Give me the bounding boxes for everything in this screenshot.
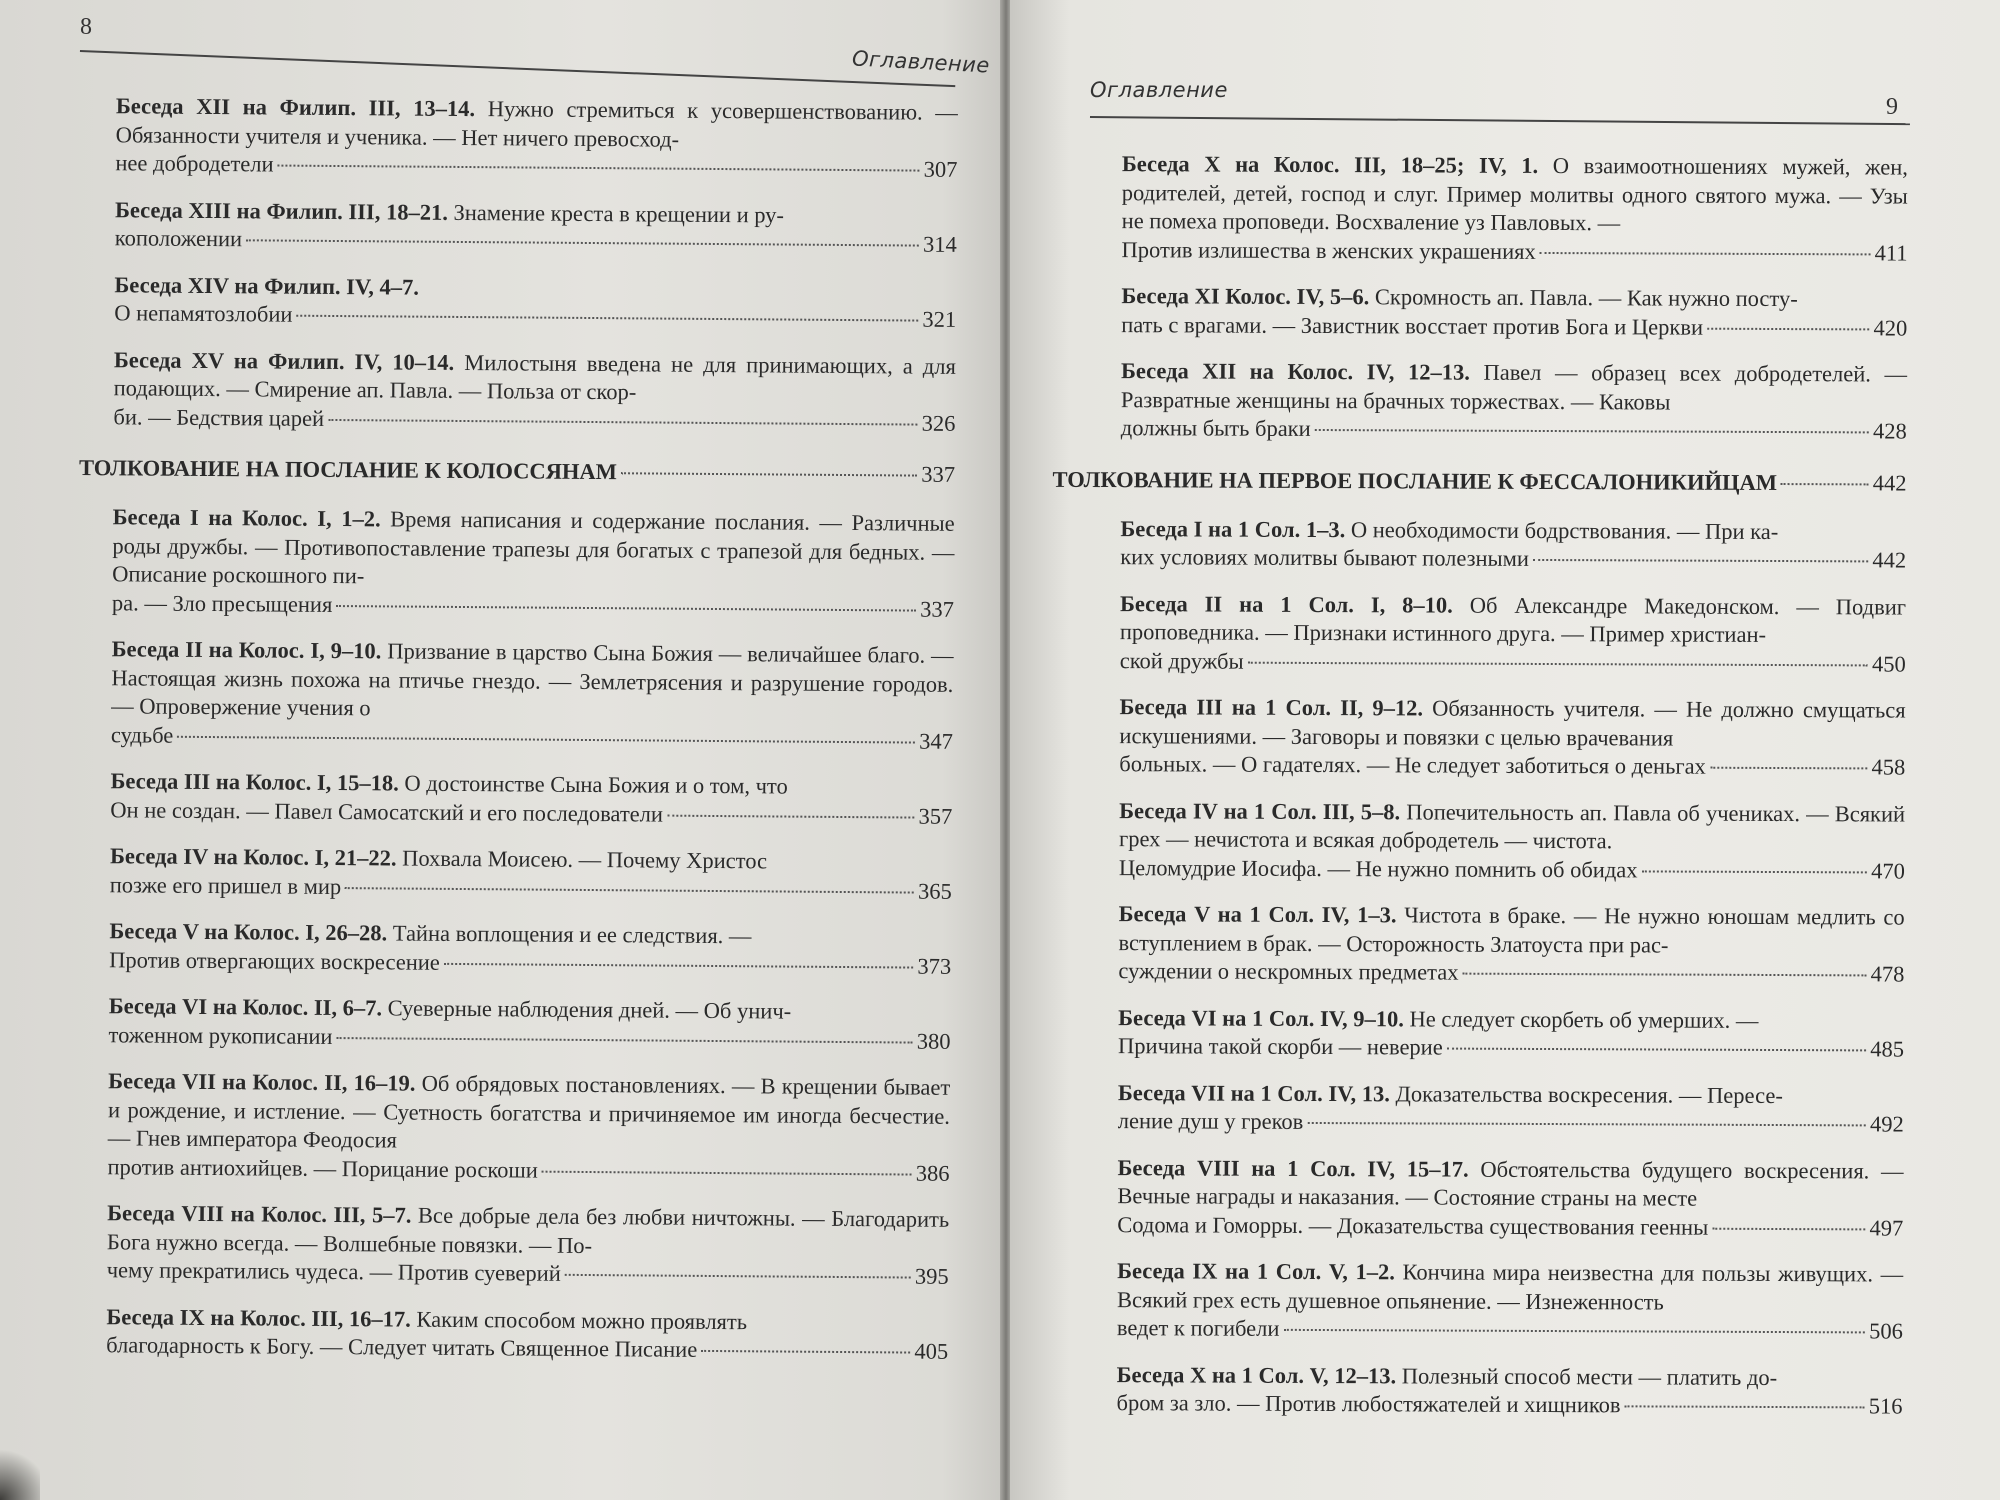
- toc-entry[interactable]: [1085, 796, 1905, 885]
- toc-entry-tail: против антиохийцев. — Порицание роскоши: [107, 1153, 538, 1183]
- toc-entry[interactable]: [81, 195, 957, 259]
- toc-entry-title: Беседа XII на Филип. III, 13–14.: [115, 93, 476, 122]
- toc-entry-page: 405: [914, 1338, 949, 1364]
- toc-entry-page: 326: [921, 410, 956, 436]
- toc-entry-description: Об Александре Македонском. — Подвиг проповедника. — Признаки истинного друга. — Пример христиан-: [1119, 592, 1907, 647]
- toc-entry-last-line: [1118, 957, 1904, 989]
- toc-entry-last-line: [111, 721, 953, 756]
- left-running-head: Оглавление: [851, 46, 991, 78]
- dot-leader: [336, 605, 916, 612]
- toc-entry-description: Знамение креста в крещении и ру-: [453, 199, 785, 228]
- toc-entry[interactable]: [81, 92, 958, 184]
- toc-entry-page: 357: [918, 803, 953, 829]
- toc-entry[interactable]: [1087, 357, 1907, 446]
- toc-entry-description: Призвание в царство Сына Божия — величайшее благо. — Настоящая жизнь похожа на птичье гнездо. — Землетрясения и разрушение городов. — Опровержение учения о: [111, 638, 954, 721]
- toc-entry-page: 314: [922, 231, 957, 257]
- toc-entry-title: Беседа VI на Колос. II, 6–7.: [108, 993, 383, 1021]
- toc-entry-page: 506: [1869, 1318, 1903, 1344]
- toc-entry-tail: Причина такой скорби — неверие: [1118, 1033, 1443, 1060]
- toc-entry-tail: суждении о нескромных предметах: [1118, 958, 1459, 985]
- toc-entry-tail: ской дружбы: [1119, 647, 1244, 674]
- toc-entry-last-line: [107, 1256, 949, 1291]
- toc-entry-tail: чему прекратились чудеса. — Против суеверий: [106, 1257, 561, 1286]
- toc-entry-last-line: [1117, 1211, 1903, 1243]
- toc-entry[interactable]: [1083, 1153, 1903, 1242]
- dot-leader: [1307, 1122, 1866, 1126]
- toc-entry-title: Беседа VII на Колос. II, 16–19.: [108, 1068, 416, 1096]
- toc-entry-tail: пать с врагами. — Завистник восстает против Бога и Церкви: [1121, 311, 1704, 340]
- toc-entry-description: О достоинстве Сына Божия и о том, что: [404, 770, 788, 799]
- toc-entry-title: Беседа II на Колос. I, 9–10.: [111, 636, 382, 664]
- toc-entry-last-line: [115, 224, 957, 259]
- toc-entry-page: 485: [1870, 1036, 1905, 1062]
- right-entries-list: [1087, 150, 1908, 446]
- toc-entry-tail: позже его пришел в мир: [109, 871, 342, 899]
- toc-entry-body: [1117, 1257, 1903, 1317]
- toc-entry-last-line: [115, 149, 957, 184]
- toc-entry-page: 492: [1869, 1111, 1904, 1137]
- toc-entry-last-line: [1120, 647, 1906, 679]
- toc-entry[interactable]: [1083, 1257, 1903, 1346]
- toc-entry-description: Чистота в браке. — Не нужно юношам медлить со вступлением в брак. — Осторожность Златоуста при рас-: [1118, 902, 1905, 958]
- toc-entry[interactable]: [1084, 900, 1904, 989]
- toc-entry-page: 420: [1873, 314, 1908, 341]
- toc-entry-tail: Содома и Гоморры. — Доказательства существования геенны: [1117, 1211, 1709, 1240]
- toc-entry[interactable]: [78, 503, 955, 624]
- dot-leader: [542, 1170, 912, 1175]
- toc-entry-page: 380: [916, 1028, 951, 1054]
- toc-entry-description: Суеверные наблюдения дней. — Об унич-: [387, 995, 792, 1024]
- toc-entry-tail: должны быть браки: [1120, 415, 1311, 441]
- dot-leader: [1447, 1048, 1867, 1052]
- toc-entry-body: [1118, 1004, 1904, 1036]
- toc-entry-last-line: [1118, 1107, 1904, 1139]
- toc-entry-body: [108, 1067, 951, 1159]
- toc-entry[interactable]: [73, 1199, 950, 1291]
- dot-leader: [1540, 251, 1871, 254]
- toc-entry-tail: Он не создан. — Павел Самосатский и его последователи: [110, 796, 664, 827]
- toc-entry-title: Беседа XIII на Филип. III, 18–21.: [114, 196, 448, 225]
- toc-entry-title: Беседа XIV на Филип. IV, 4–7.: [114, 271, 420, 300]
- toc-entry-description: Все добрые дела без любви ничтожны. — Благодарить Бога нужно всегда. — Волшебные повязки. — По-: [106, 1202, 950, 1258]
- dot-leader: [1533, 559, 1868, 562]
- toc-entry[interactable]: [76, 767, 952, 831]
- toc-entry-tail: благодарность к Богу. — Следует читать Священное Писание: [106, 1332, 698, 1362]
- toc-entry-body: [1119, 797, 1905, 857]
- toc-entry-description: Полезный способ мести — платить до-: [1401, 1362, 1778, 1390]
- toc-entry-description: Доказательства воскресения. — Пересе-: [1395, 1080, 1783, 1108]
- toc-entry-title: Беседа VI на 1 Сол. IV, 9–10.: [1118, 1004, 1405, 1031]
- dot-leader: [1710, 767, 1868, 770]
- toc-entry-body: [1118, 900, 1904, 960]
- toc-entry[interactable]: [1086, 589, 1906, 678]
- toc-entry-title: Беседа IV на Колос. I, 21–22.: [109, 843, 397, 871]
- right-section-entries-list: [1082, 514, 1906, 1421]
- dot-leader: [1781, 483, 1869, 485]
- toc-entry-title: Беседа VIII на Колос. III, 5–7.: [107, 1200, 412, 1228]
- toc-entry-body: [1120, 590, 1906, 650]
- toc-entry-page: 411: [1874, 239, 1908, 266]
- toc-entry-tail: нее добродетели: [115, 150, 274, 177]
- dot-leader: [1712, 1227, 1865, 1230]
- toc-entry-tail: ление душ у греков: [1117, 1108, 1304, 1134]
- toc-entry-page: 337: [920, 596, 955, 622]
- toc-entry-title: Беседа X на 1 Сол. V, 12–13.: [1116, 1361, 1397, 1388]
- left-entries-list: [79, 92, 958, 438]
- toc-entry[interactable]: [75, 917, 951, 981]
- dot-leader: [296, 315, 918, 322]
- toc-entry-page: 428: [1872, 418, 1907, 444]
- toc-entry-page: 395: [914, 1263, 949, 1289]
- toc-entry-page: 470: [1871, 857, 1905, 884]
- left-page-number: 8: [80, 14, 92, 40]
- toc-entry[interactable]: [76, 842, 952, 906]
- toc-entry-description: Не следует скорбеть об умерших. —: [1409, 1005, 1759, 1033]
- toc-entry-last-line: [1121, 311, 1907, 343]
- dot-leader: [1642, 870, 1868, 873]
- toc-entry-last-line: [1122, 236, 1908, 268]
- right-header-rule: [1090, 116, 1910, 125]
- toc-entry-page: 442: [1872, 547, 1907, 573]
- toc-entry-last-line: [1119, 750, 1905, 782]
- dot-leader: [328, 418, 918, 425]
- toc-entry-title: Беседа IX на 1 Сол. V, 1–2.: [1117, 1258, 1395, 1285]
- toc-entry-tail: судьбе: [110, 721, 174, 748]
- toc-entry[interactable]: [1087, 282, 1907, 343]
- toc-entry-description: Похвала Моисею. — Почему Христос: [402, 845, 768, 874]
- toc-entry-tail: тоженном рукописании: [108, 1021, 333, 1049]
- toc-entry-tail: О непамятозлобии: [114, 300, 293, 327]
- dot-leader: [565, 1274, 911, 1279]
- right-running-head: Оглавление: [1090, 78, 1228, 102]
- toc-entry-last-line: [1117, 1314, 1903, 1346]
- dot-leader: [1315, 429, 1869, 433]
- toc-entry-page: 458: [1871, 754, 1906, 780]
- toc-entry-body: [111, 635, 954, 727]
- section-title: ТОЛКОВАНИЕ НА ПЕРВОЕ ПОСЛАНИЕ К ФЕССАЛОНИКИЙЦАМ: [1052, 466, 1778, 495]
- dot-leader: [278, 165, 920, 172]
- toc-entry-description: Скромность ап. Павла. — Как нужно посту-: [1374, 284, 1798, 312]
- toc-entry[interactable]: [1086, 514, 1906, 575]
- toc-entry-description: Попечительность ап. Павла об учениках. — Всякий грех — нечистота и всякая добродетель — чистота.: [1118, 798, 1906, 854]
- toc-entry-tail: Целомудрие Иосифа. — Не нужно помнить об обидах: [1118, 854, 1638, 882]
- toc-entry-body: [114, 346, 956, 410]
- toc-entry-body: [1121, 282, 1907, 314]
- dot-leader: [701, 1350, 910, 1354]
- toc-entry-last-line: [109, 946, 951, 981]
- toc-entry-title: Беседа V на Колос. I, 26–28.: [109, 918, 388, 946]
- dot-leader: [1462, 973, 1866, 977]
- toc-entry-title: Беседа VII на 1 Сол. IV, 13.: [1117, 1079, 1390, 1106]
- toc-entry-description: О взаимоотношениях мужей, жен, родителей, детей, господ и слуг. Пример молитвы одного святого мужа. — Узы не помеха проповеди. Восхваление уз Павловых. —: [1121, 153, 1909, 236]
- toc-entry-description: Нужно стремиться к усовершенствованию. — Обязанности учителя и ученика. — Нет ничего превосход-: [115, 96, 958, 152]
- toc-entry-tail: ких условиях молитвы бывают полезными: [1120, 544, 1530, 571]
- left-header-rule: [80, 50, 955, 87]
- toc-entry-body: [1117, 1361, 1903, 1393]
- corner-shadow: [0, 1440, 40, 1500]
- toc-entry-description: Кончина мира неизвестна для пользы живущих. — Всякий грех есть душевное опьянение. — Изнеженность: [1116, 1259, 1904, 1315]
- toc-entry[interactable]: [1082, 1360, 1902, 1421]
- toc-entry[interactable]: [1084, 1078, 1904, 1139]
- toc-entry-title: Беседа IX на Колос. III, 16–17.: [106, 1303, 411, 1332]
- toc-entry-body: [1119, 693, 1905, 753]
- toc-entry-description: Павел — образец всех добродетелей. — Развратные женщины на брачных торжествах. — Каковы: [1120, 359, 1908, 415]
- toc-section-heading[interactable]: [1052, 464, 1906, 498]
- toc-entry-tail: Против отвергающих воскресение: [109, 946, 440, 975]
- toc-entry-title: Беседа II на 1 Сол. I, 8–10.: [1119, 590, 1453, 618]
- toc-entry-description: Милостыня введена не для принимающих, а для подающих. — Смирение ап. Павла. — Польза от скор-: [113, 349, 956, 405]
- toc-entry[interactable]: [1088, 150, 1908, 268]
- toc-entry-page: 321: [922, 306, 957, 332]
- dot-leader: [1625, 1405, 1865, 1408]
- left-toc: [72, 92, 958, 1384]
- dot-leader: [621, 472, 917, 476]
- toc-entry-last-line: [112, 589, 954, 624]
- toc-entry-title: Беседа III на 1 Сол. II, 9–12.: [1119, 694, 1424, 721]
- toc-entry-title: Беседа X на Колос. III, 18–25; IV, 1.: [1121, 151, 1539, 178]
- dot-leader: [1248, 661, 1868, 666]
- section-title: ТОЛКОВАНИЕ НА ПОСЛАНИЕ К КОЛОССЯНАМ: [78, 454, 618, 485]
- toc-entry-last-line: [106, 1331, 948, 1366]
- toc-entry-page: 307: [923, 156, 958, 182]
- toc-entry-description: О необходимости бодрствования. — При ка-: [1350, 516, 1779, 544]
- toc-entry-page: 373: [917, 953, 952, 979]
- toc-entry-page: 450: [1871, 650, 1906, 677]
- toc-entry-description: Обстоятельства будущего воскресения. — Вечные награды и наказания. — Состояние страны на месте: [1117, 1156, 1904, 1211]
- toc-entry-tail: би. — Бедствия царей: [113, 403, 325, 431]
- toc-entry-tail: больных. — О гадателях. — Не следует заботиться о деньгах: [1119, 751, 1706, 779]
- toc-entry-description: Обязанность учителя. — Не должно смущаться искушениями. — Заговоры и повязки с целью врачевания: [1119, 695, 1906, 751]
- toc-entry-title: Беседа III на Колос. I, 15–18.: [110, 768, 399, 796]
- toc-entry-last-line: [1118, 1032, 1904, 1064]
- toc-entry-title: Беседа XV на Филип. IV, 10–14.: [113, 346, 455, 375]
- toc-entry-page: 365: [917, 878, 952, 904]
- toc-entry-title: Беседа VIII на 1 Сол. IV, 15–17.: [1117, 1154, 1469, 1182]
- toc-entry-body: [112, 503, 955, 595]
- toc-entry[interactable]: [1085, 693, 1905, 782]
- toc-entry-description: Тайна воплощения и ее следствия. —: [392, 920, 752, 949]
- toc-entry-last-line: [1121, 414, 1907, 446]
- dot-leader: [337, 1037, 913, 1044]
- section-page: 337: [921, 461, 956, 487]
- toc-entry-body: [1117, 1154, 1903, 1214]
- toc-entry-tail: Против излишества в женских украшениях: [1121, 236, 1536, 264]
- toc-entry[interactable]: [1084, 1003, 1904, 1064]
- toc-entry-tail: коположении: [114, 225, 243, 252]
- toc-entry-body: [116, 92, 958, 156]
- dot-leader: [1283, 1329, 1865, 1334]
- toc-entry-body: [107, 1199, 949, 1263]
- right-toc: [1052, 150, 1909, 1439]
- dot-leader: [1707, 327, 1869, 330]
- toc-entry-last-line: [1119, 854, 1905, 886]
- toc-entry[interactable]: [72, 1302, 948, 1366]
- toc-entry-last-line: [1116, 1389, 1902, 1421]
- toc-entry-title: Беседа I на 1 Сол. 1–3.: [1120, 515, 1346, 542]
- dot-leader: [444, 962, 914, 968]
- section-page: 442: [1872, 469, 1907, 496]
- toc-entry-description: Каким способом можно проявлять: [416, 1306, 748, 1334]
- toc-entry-last-line: [1120, 543, 1906, 575]
- dot-leader: [667, 814, 915, 818]
- toc-entry-page: 516: [1868, 1393, 1903, 1419]
- toc-entry[interactable]: [79, 345, 956, 437]
- right-page-number: 9: [1886, 94, 1898, 120]
- toc-entry-description: Время написания и содержание послания. — Различные роды дружбы. — Противопоставление трапезы для богатых с трапезой для бедных. — Описание роскошного пи-: [112, 506, 955, 589]
- toc-entry-tail: ведет к погибели: [1116, 1315, 1280, 1341]
- toc-entry-page: 497: [1869, 1214, 1904, 1241]
- dot-leader: [177, 735, 915, 743]
- toc-entry-body: [1120, 515, 1906, 547]
- toc-entry-body: [1118, 1079, 1904, 1111]
- toc-entry-description: Об обрядовых постановлениях. — В крещении бывает и рождение, и истление. — Суетность богатства и причиняемое им иногда бесчестие. — Гнев императора Феодосия: [107, 1070, 951, 1153]
- left-section-entries-list: [72, 503, 955, 1366]
- toc-entry-tail: ра. — Зло пресыщения: [111, 589, 333, 617]
- toc-entry-title: Беседа XII на Колос. IV, 12–13.: [1120, 358, 1470, 385]
- toc-entry-body: [1121, 357, 1907, 417]
- toc-entry-tail: бром за зло. — Против любостяжателей и хищников: [1116, 1390, 1621, 1418]
- toc-entry[interactable]: [74, 992, 950, 1056]
- toc-entry[interactable]: [77, 635, 954, 756]
- toc-entry-last-line: [108, 1021, 950, 1056]
- toc-entry-title: Беседа XI Колос. IV, 5–6.: [1121, 283, 1370, 310]
- toc-entry-last-line: [110, 796, 952, 831]
- toc-entry[interactable]: [73, 1067, 950, 1188]
- toc-entry[interactable]: [80, 270, 956, 334]
- dot-leader: [246, 239, 919, 246]
- dot-leader: [345, 887, 914, 893]
- toc-entry-last-line: [113, 403, 955, 438]
- toc-section-heading[interactable]: [79, 453, 955, 490]
- toc-entry-last-line: [107, 1153, 949, 1188]
- toc-entry-page: 478: [1870, 961, 1905, 987]
- toc-entry-title: Беседа IV на 1 Сол. III, 5–8.: [1119, 797, 1401, 824]
- toc-entry-last-line: [114, 299, 956, 334]
- toc-entry-last-line: [110, 871, 952, 906]
- toc-entry-page: 386: [915, 1160, 950, 1186]
- toc-entry-page: 347: [919, 728, 954, 754]
- toc-entry-body: [1122, 150, 1908, 239]
- toc-entry-title: Беседа V на 1 Сол. IV, 1–3.: [1118, 901, 1397, 928]
- toc-entry-title: Беседа I на Колос. I, 1–2.: [112, 504, 381, 532]
